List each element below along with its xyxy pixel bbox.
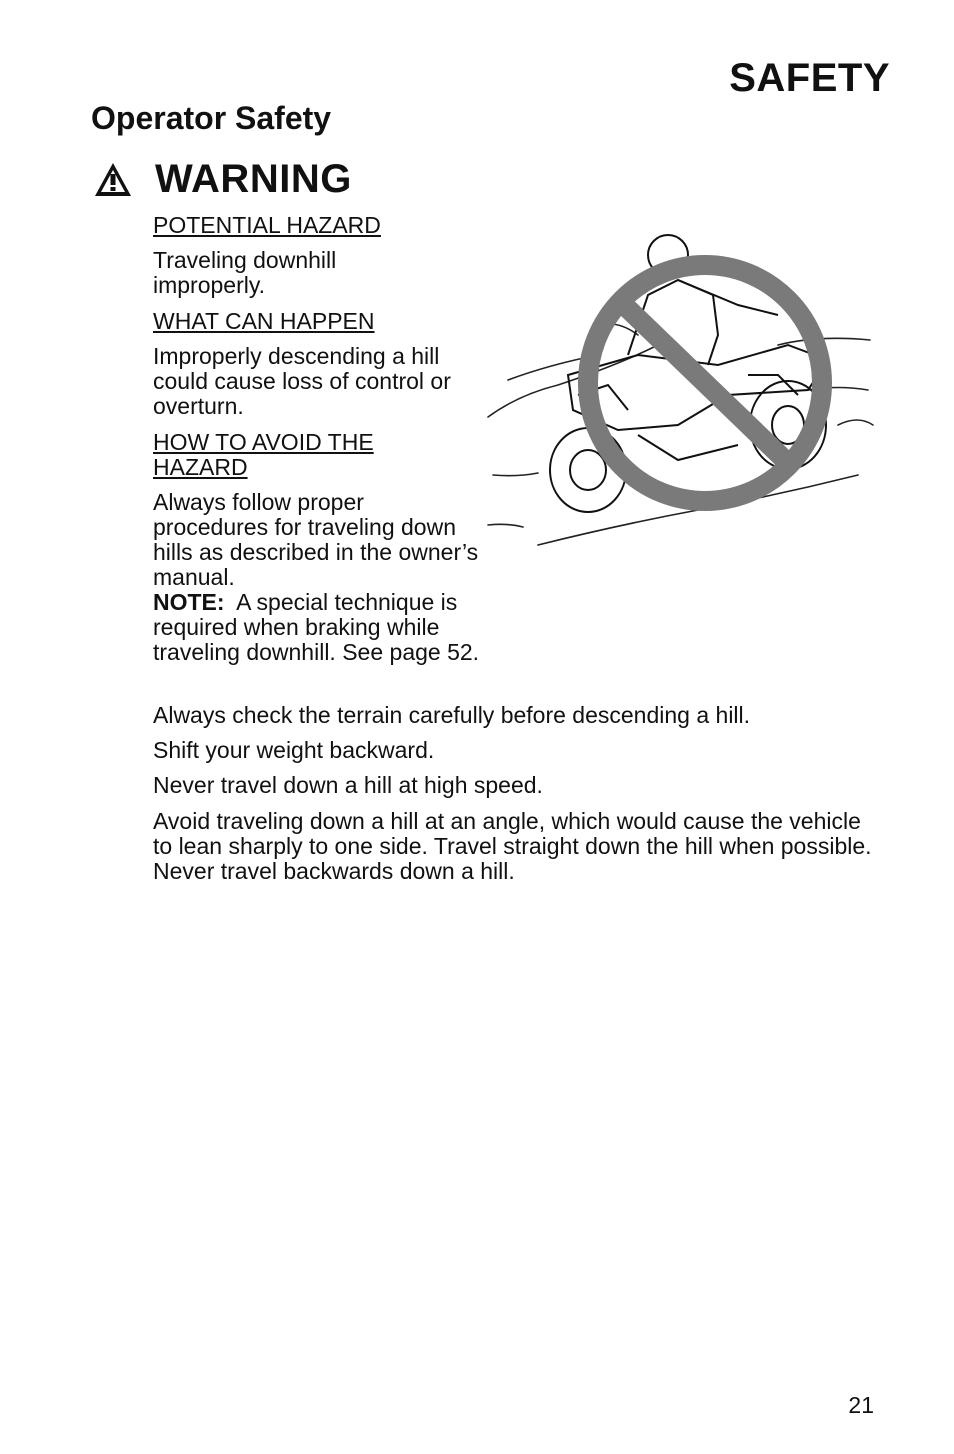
section-title: SAFETY xyxy=(729,56,890,100)
warning-header xyxy=(93,157,352,202)
how-to-avoid-text: Always follow proper procedures for traveling down hills as described in the owner’s manual. xyxy=(153,489,479,590)
tip-item: Always check the terrain carefully before descending a hill. xyxy=(153,702,751,728)
potential-hazard-text: Traveling downhill improperly. xyxy=(153,247,337,298)
what-can-happen-heading: WHAT CAN HAPPEN xyxy=(153,308,375,334)
page-number: 21 xyxy=(848,1392,874,1418)
note-text: A special technique is required when braking while traveling downhill. See page 52. xyxy=(153,589,480,665)
tip-item: Shift your weight backward. xyxy=(153,737,435,763)
warning-triangle-icon xyxy=(93,160,133,200)
note-label: NOTE: xyxy=(153,589,225,615)
tip-item: Avoid traveling down a hill at an angle, which would cause the vehicle to lean sharply to one side. Travel straight down the hill when possible. Never travel backwards down a hill. xyxy=(153,808,872,884)
what-can-happen-text: Improperly descending a hill could cause loss of control or overturn. xyxy=(153,343,451,419)
how-to-avoid-heading: HOW TO AVOID THE HAZARD xyxy=(153,429,374,480)
prohibited-atv-downhill-icon xyxy=(478,225,878,565)
warning-title: WARNING xyxy=(155,157,352,201)
tip-item: Never travel down a hill at high speed. xyxy=(153,772,543,798)
subsection-title: Operator Safety xyxy=(91,100,332,136)
potential-hazard-heading: POTENTIAL HAZARD xyxy=(153,212,381,238)
how-to-avoid-block xyxy=(153,490,483,665)
